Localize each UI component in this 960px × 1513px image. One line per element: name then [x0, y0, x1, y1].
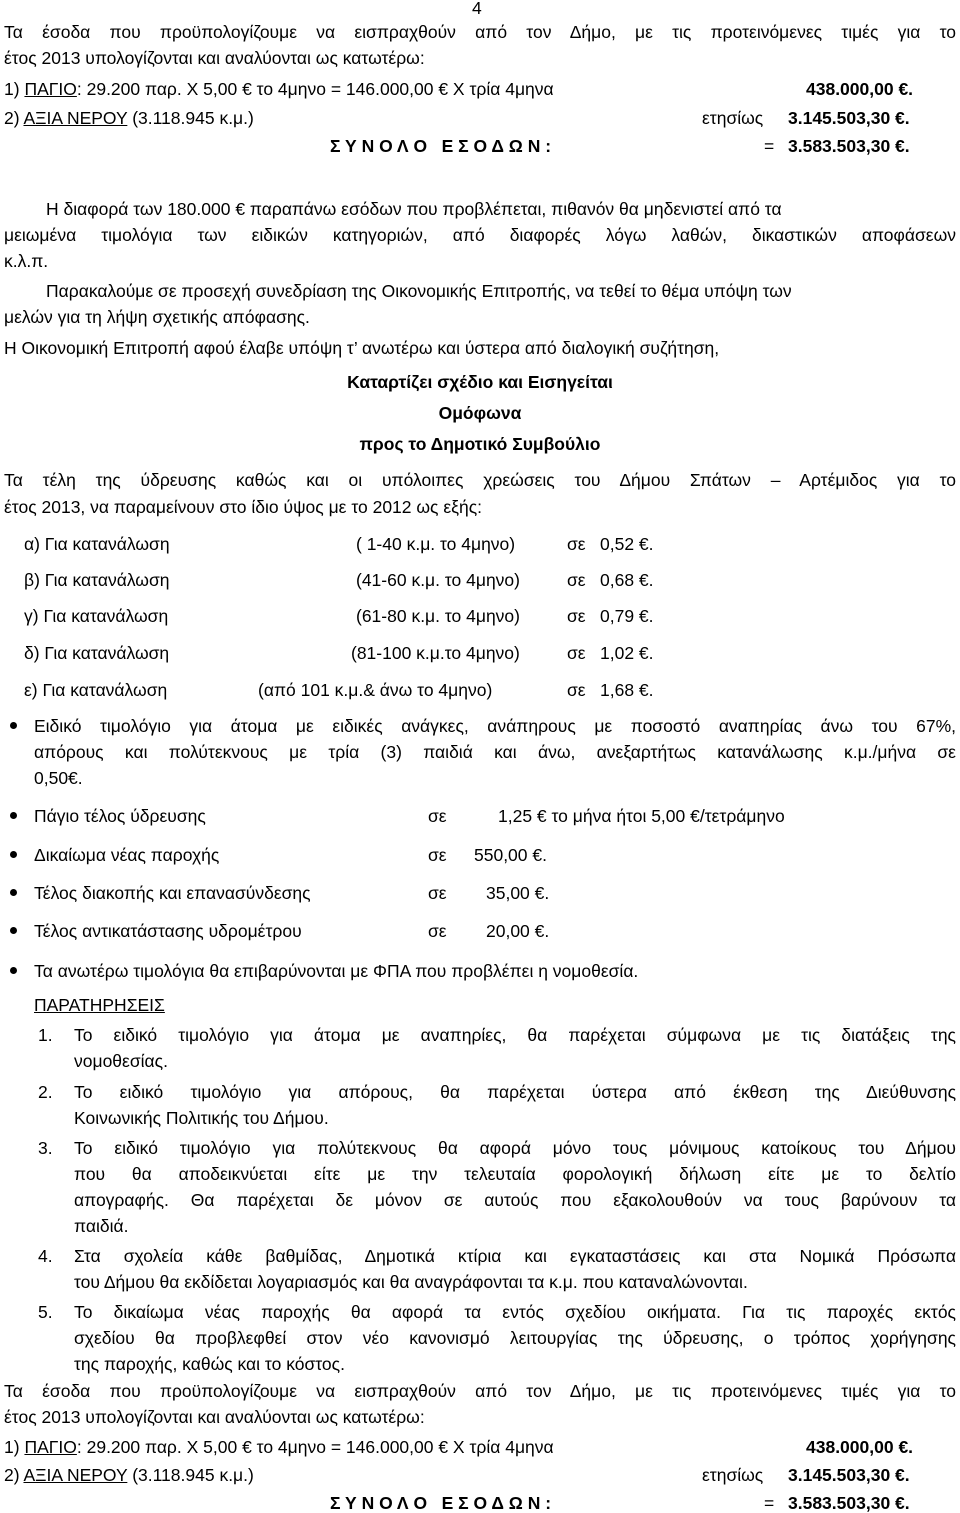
tier-d-se: σε — [567, 643, 586, 663]
fixed-fee-label: Πάγιο τέλος ύδρευσης — [34, 806, 206, 826]
tier-c-label: γ) Για κατανάλωση — [24, 606, 169, 626]
intro-item-1-value: 438.000,00 €. — [806, 79, 914, 99]
decision-line-3: προς το Δημοτικό Συμβούλιο — [359, 434, 601, 454]
intro-item-2-text: (3.118.945 κ.μ.) — [127, 108, 254, 128]
note-2-number: 2. — [38, 1082, 53, 1102]
bullet-icon — [10, 927, 17, 934]
new-connection-value: 550,00 €. — [474, 845, 547, 865]
page-number: 4 — [472, 0, 482, 18]
bullet-icon — [10, 812, 17, 819]
bullet-icon — [10, 851, 17, 858]
fees-line-2: έτος 2013, να παραμείνουν στο ίδιο ύψος με το 2012 ως εξής: — [4, 497, 483, 517]
meter-replacement-se: σε — [428, 921, 447, 941]
intro-item-1-label: ΠΑΓΙΟ — [24, 79, 77, 99]
note-3-line-3: απογραφής. Θα παρέχεται δε μόνον σε αυτούς που εξακολουθούν να τους βαρύνουν τα — [74, 1190, 956, 1210]
tier-a-label: α) Για κατανάλωση — [24, 534, 170, 554]
intro-repeat-item-2-label: ΑΞΙΑ ΝΕΡΟΥ — [23, 1465, 128, 1485]
intro-total-value: 3.583.503,30 €. — [788, 136, 910, 156]
note-1-line-2: νομοθεσίας. — [74, 1051, 168, 1071]
intro-repeat-item-1-label: ΠΑΓΙΟ — [24, 1437, 77, 1457]
tier-b-label: β) Για κατανάλωση — [24, 570, 170, 590]
disconnection-fee-label: Τέλος διακοπής και επανασύνδεσης — [34, 883, 311, 903]
disconnection-fee-se: σε — [428, 883, 447, 903]
diff-line-1: Η διαφορά των 180.000 € παραπάνω εσόδων που προβλέπεται, πιθανόν θα μηδενιστεί από τα — [46, 199, 782, 219]
intro-line-2: έτος 2013 υπολογίζονται και αναλύονται ως κατωτέρω: — [4, 48, 425, 68]
note-1-number: 1. — [38, 1025, 53, 1045]
intro-repeat-item-1-value: 438.000,00 €. — [806, 1437, 914, 1457]
fixed-fee-se: σε — [428, 806, 447, 826]
tier-a-se: σε — [567, 534, 586, 554]
diff-line-3: κ.λ.π. — [4, 251, 49, 271]
bullet-icon — [10, 722, 17, 729]
intro-repeat-total-label: Σ Υ Ν Ο Λ Ο Ε Σ Ο Δ Ω Ν : — [330, 1493, 552, 1513]
note-2-line-2: Κοινωνικής Πολιτικής του Δήμου. — [74, 1108, 329, 1128]
tier-a-price: 0,52 €. — [600, 534, 654, 554]
intro-item-1-text: : 29.200 παρ. Χ 5,00 € το 4μηνο = 146.000,00 € Χ τρία 4μηνα — [76, 79, 554, 99]
note-5-line-2: σχεδίου θα προβλεφθεί στον νέο κανονισμό λειτουργίας της ύδρευσης, ο τρόπος χορήγησης — [74, 1328, 956, 1348]
bullet-icon — [10, 967, 17, 974]
committee-paragraph: Η Οικονομική Επιτροπή αφού έλαβε υπόψη τ’ ανωτέρω και ύστερα από διαλογική συζήτηση, — [4, 338, 720, 358]
intro-repeat-line-2: έτος 2013 υπολογίζονται και αναλύονται ως κατωτέρω: — [4, 1407, 425, 1427]
note-3-number: 3. — [38, 1138, 53, 1158]
tier-e-range: (από 101 κ.μ.& άνω το 4μηνο) — [258, 680, 493, 700]
intro-repeat-total-equals: = — [764, 1493, 775, 1513]
new-connection-label: Δικαίωμα νέας παροχής — [34, 845, 220, 865]
note-4-number: 4. — [38, 1246, 53, 1266]
note-5-line-3: της παροχής, καθώς και το κόστος. — [74, 1354, 345, 1374]
note-4-line-2: του Δήμου θα εκδίδεται λογαριασμός και θα αναγράφονται τα κ.μ. που καταναλώνονται. — [74, 1272, 748, 1292]
request-line-2: μελών για τη λήψη σχετικής απόφασης. — [4, 307, 310, 327]
special-tariff-line-1: Ειδικό τιμολόγιο για άτομα με ειδικές ανάγκες, ανάπηρους με ποσοστό αναπηρίας άνω του 67%, — [34, 716, 956, 736]
intro-repeat-item-2-value: 3.145.503,30 €. — [788, 1465, 910, 1485]
new-connection-se: σε — [428, 845, 447, 865]
tier-e-label: ε) Για κατανάλωση — [24, 680, 168, 700]
intro-repeat-item-2 — [4, 1465, 254, 1485]
note-5-line-1: Το δικαίωμα νέας παροχής θα αφορά τα εντός σχεδίου οικήματα. Για τις παροχές εκτός — [74, 1302, 956, 1322]
special-tariff-line-3: 0,50€. — [34, 768, 83, 788]
intro-repeat-line-1: Τα έσοδα που προϋπολογίζουμε να εισπραχθούν από τον Δήμο, με τις προτεινόμενες τιμές για το — [4, 1381, 956, 1401]
intro-line-1: Τα έσοδα που προϋπολογίζουμε να εισπραχθούν από τον Δήμο, με τις προτεινόμενες τιμές για το — [4, 22, 956, 42]
intro-repeat-item-2-period: ετησίως — [702, 1465, 764, 1485]
tier-b-se: σε — [567, 570, 586, 590]
disconnection-fee-value: 35,00 €. — [486, 883, 550, 903]
special-tariff-line-2: απόρους και πολύτεκνους με τρία (3) παιδιά και άνω, ανεξαρτήτως κατανάλωσης κ.μ./μήνα σε — [34, 742, 956, 762]
tier-a-range: ( 1-40 κ.μ. το 4μηνο) — [356, 534, 516, 554]
intro-repeat-item-1-num: 1) — [4, 1437, 25, 1457]
intro-repeat-item-2-text: (3.118.945 κ.μ.) — [127, 1465, 254, 1485]
note-1-line-1: Το ειδικό τιμολόγιο για άτομα με αναπηρίες, θα παρέχεται σύμφωνα με τις διατάξεις της — [74, 1025, 956, 1045]
intro-item-1 — [4, 79, 554, 99]
tier-e-se: σε — [567, 680, 586, 700]
fixed-fee-value: 1,25 € το μήνα ήτοι 5,00 €/τετράμηνο — [498, 806, 785, 826]
intro-item-2 — [4, 108, 254, 128]
decision-line-1: Καταρτίζει σχέδιο και Εισηγείται — [347, 372, 613, 392]
decision-line-2: Ομόφωνα — [438, 403, 522, 423]
request-line-1: Παρακαλούμε σε προσεχή συνεδρίαση της Οικονομικής Επιτροπής, να τεθεί το θέμα υπόψη των — [46, 281, 792, 301]
meter-replacement-value: 20,00 €. — [486, 921, 550, 941]
intro-item-2-label: ΑΞΙΑ ΝΕΡΟΥ — [23, 108, 128, 128]
tier-e-price: 1,68 €. — [600, 680, 654, 700]
tier-b-price: 0,68 €. — [600, 570, 654, 590]
note-5-number: 5. — [38, 1302, 53, 1322]
intro-item-1-num: 1) — [4, 79, 25, 99]
notes-title: ΠΑΡΑΤΗΡΗΣΕΙΣ — [34, 995, 165, 1015]
intro-repeat-item-1-text: : 29.200 παρ. Χ 5,00 € το 4μηνο = 146.000,00 € Χ τρία 4μηνα — [76, 1437, 554, 1457]
tier-c-range: (61-80 κ.μ. το 4μηνο) — [356, 606, 520, 626]
note-2-line-1: Το ειδικό τιμολόγιο για απόρους, θα παρέχεται ύστερα από έκθεση της Διεύθυνσης — [74, 1082, 956, 1102]
tier-b-range: (41-60 κ.μ. το 4μηνο) — [356, 570, 520, 590]
note-3-line-4: παιδιά. — [74, 1216, 129, 1236]
vat-note: Τα ανωτέρω τιμολόγια θα επιβαρύνονται με ΦΠΑ που προβλέπει η νομοθεσία. — [34, 961, 639, 981]
note-4-line-1: Στα σχολεία κάθε βαθμίδας, Δημοτικά κτίρια και εγκαταστάσεις και στα Νομικά Πρόσωπα — [74, 1246, 956, 1266]
intro-repeat-item-1 — [4, 1437, 554, 1457]
tier-d-price: 1,02 €. — [600, 643, 654, 663]
intro-item-2-num: 2) — [4, 108, 24, 128]
note-3-line-1: Το ειδικό τιμολόγιο για πολύτεκνους θα αφορά μόνο τους μόνιμους κατοίκους του Δήμου — [74, 1138, 956, 1158]
intro-repeat-total-value: 3.583.503,30 €. — [788, 1493, 910, 1513]
bullet-icon — [10, 889, 17, 896]
tier-c-price: 0,79 €. — [600, 606, 654, 626]
note-3-line-2: που θα αποδεικνύεται είτε με την τελευταία φορολογική δήλωση είτε με το δελτίο — [74, 1164, 956, 1184]
tier-c-se: σε — [567, 606, 586, 626]
tier-d-range: (81-100 κ.μ.το 4μηνο) — [351, 643, 520, 663]
intro-total-equals: = — [764, 136, 775, 156]
intro-item-2-value: 3.145.503,30 €. — [788, 108, 910, 128]
intro-total-label: Σ Υ Ν Ο Λ Ο Ε Σ Ο Δ Ω Ν : — [330, 136, 552, 156]
meter-replacement-label: Τέλος αντικατάστασης υδρομέτρου — [34, 921, 302, 941]
diff-line-2: μειωμένα τιμολόγια των ειδικών κατηγοριών, από διαφορές λόγω λαθών, δικαστικών αποφάσεων — [4, 225, 956, 245]
fees-line-1: Τα τέλη της ύδρευσης καθώς και οι υπόλοιπες χρεώσεις του Δήμου Σπάτων – Αρτέμιδος για το — [4, 470, 956, 490]
intro-repeat-item-2-num: 2) — [4, 1465, 24, 1485]
tier-d-label: δ) Για κατανάλωση — [24, 643, 170, 663]
intro-item-2-period: ετησίως — [702, 108, 764, 128]
